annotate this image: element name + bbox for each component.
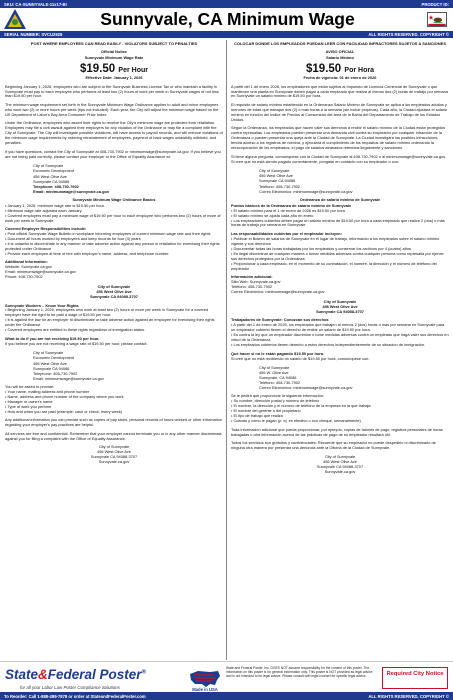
paragraph: The minimum wage requirement set forth in the Sunnyvale Minimum Wage Ordinance applies to adult and minor employees who work two (2) or more hours per week (tips not included). Each year, the City will adjust the minimum wage based on the US Department of Labor's Bay Area Consumer Price Index.: [5, 102, 219, 117]
section-subheading: Puntos básicos de la Ordenanza de salario mínimo de Sunnyvale: [231, 202, 352, 208]
city-line: Sunnyvale CA 94088-3707: [316, 309, 364, 315]
paragraph: Todos los servicios son gratuitos y confidenciales. Recuerde que su empleador no puede despedirlo ni discriminarlo de ninguna otra manera por presentar una denuncia ante la Oficina de la Ciudad de Sunnyvale.: [231, 440, 436, 451]
contact-address: [33, 350, 223, 380]
address-line: Email: minimumwage@sunnyvale.ca.gov: [33, 375, 104, 381]
paragraph: All services are free and confidential. Remember that your employer cannot terminate you or in any other manner discriminate against you for filing a complaint with the Office of Equality Assurance.: [5, 430, 222, 441]
list-item: • Cuándo y cómo le pagan (p. ej. en efectivo o con cheque, semanalmente): [231, 418, 361, 424]
list-item: • El nombre del gerente o del propietario: [231, 408, 301, 414]
list-item: • El tipo de trabajo que realiza: [231, 413, 283, 419]
contact-address: [33, 163, 223, 193]
address-line: Email: minimumwage@sunnyvale.ca.gov: [33, 188, 110, 194]
copyright-label: ALL RIGHTS RESERVED. COPYRIGHT ©: [368, 693, 449, 699]
asked-list: [5, 390, 223, 415]
serial-number: SERIAL NUMBER: SVCU2928: [4, 32, 63, 38]
list-item: • El salario mínimo se ajusta cada año en enero: [231, 212, 314, 218]
paragraph: Si tiene alguna pregunta, comuníquese con la Ciudad de Sunnyvale al 408-730-7902 o al minimumwage@sunnyvale.ca.gov. Si cree que no está siendo pagado correctamente, póngase en contacto con su empleador o con:: [231, 153, 446, 164]
list-item: • Manager or owner's name: [5, 398, 53, 404]
city-line: 456 West Olive Ave: [97, 449, 131, 455]
section-heading: Información adicional:: [231, 274, 273, 280]
spanish-column: [231, 41, 449, 661]
address-line: 456 West Olive Ave: [33, 173, 67, 179]
city-line: Sunnyvale CA 94088-3707: [90, 294, 138, 300]
brand-tagline: for all your Labor Law Poster Compliance Solutions: [20, 685, 120, 690]
city-block: [231, 299, 449, 314]
section-heading: Sunnyvale Workers – Know Your Rights: [5, 302, 79, 308]
section-heading: Qué hacer si no le están pagando $19.50 por hora.: [231, 350, 324, 356]
address-line: Sunnyvale CA 94086: [33, 365, 70, 371]
sku-label: SKU: CA-SUNNYVALE-11x17-BI: [4, 1, 67, 7]
city-line: Sunnyvale.ca.gov: [98, 458, 130, 464]
responsibilities-list: [5, 232, 223, 257]
workers-rights-list: [5, 308, 223, 333]
list-item: • Post official Sunnyvale Wage Bulletin in workplace informing employees of current minimum wage rate and their rights: [5, 231, 211, 237]
list-item: • Su nombre, dirección postal y número de teléfono: [231, 398, 320, 404]
notice-title: Official Notice: [100, 49, 128, 55]
list-item: • Publicar el Boletín de salarios de Sunnyvale en el lugar de trabajo, informando a los empleados sobre el salario mínimo vigente y sus derechos: [231, 235, 440, 246]
notice-title: AVISO OFICIAL: [325, 49, 355, 55]
address-line: 456 W. Olive Ave: [259, 370, 289, 376]
section-heading: Ordenanza de salario mínimo de Sunnyvale: [299, 196, 381, 202]
contact-address: [259, 168, 449, 193]
list-item: • Es contra la ley que un empleador discrimine o tome medidas adversas contra un empleado que haga valer sus derechos en virtud de la Ordenanza: [231, 332, 449, 343]
city-block: [5, 284, 223, 299]
address-line: Teléfono: 408-730-7902: [259, 380, 301, 386]
list-item: • How and when you are paid (example: cash or check, every week): [5, 408, 123, 414]
list-item: • Es ilegal discriminar de cualquier manera o tomar medidas adversas contra cualquier persona como represalia por ejercer sus derechos protegidos por la Ordenanza: [231, 250, 444, 261]
address-line: Correo Electrónico: minimumwage@sunnyvale.ca.gov: [259, 385, 353, 391]
paragraph: Beginning January 1, 2026, employees who are subject to the Sunnyvale Business License Tax or who maintain a facility in Sunnyvale must pay to each employee who performs at least two (2) hours of work per week in Sunnyvale wages of not less than $19.50 per hour.: [5, 83, 219, 99]
address-line: 456 West Olive Ave: [33, 360, 67, 366]
address-line: Telephone: 408-730-7902: [33, 183, 79, 189]
list-item: Sitio Web: Sunnyvale.ca.gov: [231, 279, 281, 285]
city-line: City of Sunnyvale: [323, 299, 357, 305]
list-item: • Los empleadores cubiertos deben pagar un salario mínimo de $19.50 por hora a cada empleado que realice 2 (dos) o más horas de trabajo por semana en Sunnyvale: [231, 217, 445, 228]
city-seal-icon: [3, 8, 27, 30]
asked-label: You will be asked to provide:: [5, 383, 55, 389]
city-line: City of Sunnyvale: [98, 444, 130, 450]
list-item: • Beginning January 1, 2026, employees who work at least two (2) hours or more per week in Sunnyvale for a covered employer have the right to be paid a wage of $19.50 per hour.: [5, 307, 209, 318]
california-flag-icon: [427, 12, 447, 27]
address-line: Telephone: 408-730-7902: [33, 370, 78, 376]
list-item: • Type of work you perform: [5, 403, 52, 409]
brand-logo: State&Federal Poster®: [5, 667, 146, 682]
posting-header: COLOCAR DONDE LOS EMPLEADOS PUEDAN LEER CON FACILIDAD INFRACTORES SUJETOS A SANCIONES: [233, 41, 447, 46]
list-item: • Documentar todas las horas trabajadas por los empleados y conservar los archivos por 4 (cuatro) años: [231, 245, 411, 251]
address-line: Teléfono: 408-730-7902: [259, 183, 301, 189]
list-item: • A partir del 1 de enero de 2026, los empleados que trabajen al menos 2 (dos) horas o más por semana en Sunnyvale para un empleador cubierto tienen el derecho de recibir un salario de $19.50 por hora.: [231, 322, 445, 333]
made-in-usa-label: Made in USA: [192, 687, 218, 692]
wage-amount: $19.50: [80, 62, 116, 75]
paragraph: If you have questions, contact the City of Sunnyvale at 408-730-7902 or minimumwage@sunnyvale.ca.gov. If you believe you are not being paid correctly, please contact your employer or the Office of Equality Assurance at:: [5, 148, 221, 159]
list-item: • El salario mínimo para el 1 de enero de 2026 es $19.50 por hora: [231, 207, 345, 213]
english-column: [5, 41, 223, 661]
column-divider: [226, 40, 227, 660]
responsibilities-list: [231, 237, 449, 272]
additional-info-list: [5, 265, 223, 280]
basics-list: [5, 204, 223, 224]
product-id-label: PRODUCT ID:: [421, 1, 449, 7]
address-line: Sunnyvale, CA 94086: [259, 375, 297, 381]
wage-rate: [5, 63, 223, 76]
contact-address: [259, 365, 449, 390]
address-line: City of Sunnyvale: [259, 168, 290, 174]
address-line: City of Sunnyvale: [259, 365, 290, 371]
required-notice-badge: Required City Notice: [382, 667, 448, 689]
wage-unit: Per Hour: [118, 66, 148, 74]
asked-list: [231, 399, 449, 424]
section-heading: What to do if you are not receiving $19.50 per hour.: [5, 335, 100, 341]
address-line: Sunnyvale CA 94086: [33, 178, 70, 184]
city-line: 456 West Olive Ave: [322, 304, 358, 310]
paragraph: Toda información adicional que pueda proporcionar, por ejemplo, copias de talones de pago, registros personales de horas trabajadas u otra información acerca de las prácticas de pago de su empleador resultará útil.: [231, 426, 443, 437]
city-line: City of Sunnyvale: [324, 453, 356, 459]
address-line: Economic Development: [33, 168, 75, 174]
top-bar: [0, 0, 453, 8]
paragraph: Under the Ordinance, employees who assert their rights to receive the City's minimum wage are protected from retaliation. Employees may file a civil lawsuit against their employers for any violation of the Ordinance or may file a complaint with the City of Sunnyvale. The City will investigate possible violations, will have access to payroll records, and will enforce violations of the minimum wage requirements by ordering reinstatement of employees, payment of back wages unlawfully withheld, and penalties.: [5, 120, 223, 146]
basics-list: [231, 209, 449, 229]
section-heading: Additional Information:: [5, 259, 48, 265]
list-item: • Los empleados cubiertos tienen derecho a estos derechos independientemente de su situación de inmigración.: [231, 342, 426, 348]
wage-unit: Por Hora: [344, 66, 374, 74]
section-heading: Las responsabilidades cubiertas por el empleador incluyen:: [231, 231, 342, 236]
list-item: • Provide each employee at time of hire with employer's name, address, and telephone number.: [5, 250, 170, 256]
section-heading: Sunnyvale Minimum Wage Ordinance Basics: [72, 196, 156, 202]
section-heading: Covered Employer Responsibilities Include:: [5, 226, 87, 232]
list-item: • January 1, 2026, minimum wage rate is $19.50 per hour.: [5, 202, 105, 208]
address-line: City of Sunnyvale: [33, 163, 64, 169]
address-line: Sunnyvale CA 94086: [259, 178, 296, 184]
page-title: Sunnyvale, CA Minimum Wage: [100, 9, 355, 29]
paragraph: Según la Ordenanza, los empleados que hacen valer sus derechos a recibir el salario mínimo de la Ciudad están protegidos contra represalias. Los empleados pueden presentar una demanda civil contra su empleador por cualquier infracción de la Ordenanza o pueden presentar una queja ante la Ciudad de Sunnyvale. La Ciudad investigará las posibles infracciones, tendrá acceso a los registros de nómina, y ejecutará el cumplimiento de los requisitos de salario mínimo ordenando la reincorporación de los empleados, el pago de salarios atrasados retenidos ilegalmente y sanciones.: [231, 125, 446, 151]
reorder-bar: [0, 692, 453, 700]
list-item: Teléfono: 408-730-7902: [231, 284, 273, 290]
address-line: Economic Development: [33, 355, 75, 361]
sub-bar: [0, 31, 453, 38]
list-item: • El nombre, la dirección y el número de teléfono de la empresa en la que trabaja: [231, 403, 371, 409]
city-line: Sunnyvale.ca.gov: [324, 468, 356, 474]
paragraph: Si cree que no está recibiendo un salario de $19.50 por hora, comuníquese con:: [231, 355, 370, 361]
workers-rights-list: [231, 323, 449, 348]
list-item: • Name, address and phone number of the company where you work: [5, 393, 124, 399]
list-item: Phone: 408-730-7902: [5, 274, 43, 280]
asked-label: Se le pedirá que proporcione la siguiente información:: [231, 393, 325, 399]
reorder-text: To Reorder: Call 1-888-489-7878 or order at StateandFederalPoster.com: [4, 693, 146, 699]
list-item: • Covered employers must pay a minimum wage of $19.50 per hour to each employee who performs two (2) hours or more of work per week in Sunnyvale.: [5, 212, 221, 223]
notice-subtitle: Sunnyvale Minimum Wage Rate: [84, 55, 144, 61]
city-line: 456 West Olive Ave: [96, 289, 132, 295]
section-heading: Trabajadores de Sunnyvale: Conozcan sus derechos: [231, 317, 329, 323]
list-item: • Document all hours worked by employees and keep records for four (4) years: [5, 236, 141, 242]
list-item: Email: minimumwage@sunnyvale.ca.gov: [5, 269, 76, 275]
notice-subtitle: Salario Mínimo: [326, 55, 354, 61]
effective-date: Fecha de vigencia: 01 de enero de 2026: [303, 74, 377, 80]
address-line: 456 West Olive Ave: [259, 173, 293, 179]
list-item: • It is unlawful to discriminate in any manner or take adverse action against any person in retaliation for exercising their rights protected under Ordinance: [5, 241, 220, 251]
list-item: • Covered employees are entitled to these rights regardless of immigration status.: [5, 327, 146, 333]
city-line: Sunnyvale CA 94088-3707: [316, 463, 364, 469]
city-block-footer: [231, 455, 449, 475]
copyright-label: ALL RIGHTS RESERVED. COPYRIGHT ©: [368, 32, 449, 38]
city-line: City of Sunnyvale: [97, 284, 131, 290]
list-item: • It is against the law for an employer to discriminate or take adverse action against an employee for exercising their rights under the Ordinance: [5, 317, 215, 328]
paragraph: A partir del 1 de enero 2026, los empleadores que están sujetos al Impuesto de Licencia Comercial de Sunnyvale o que mantienen una planta en Sunnyvale deben pagar a cada empleado que realiza al menos dos (2) horas de trabajo por semana en Sunnyvale un salario mínimo de $19.50 por hora.: [231, 83, 448, 99]
city-line: Sunnyvale CA 94088-3707: [90, 454, 138, 460]
list-item: Correo Electrónico: minimumwage@sunnyvale.ca.gov: [231, 289, 325, 295]
list-item: • Minimum wage rate adjusted each January.: [5, 207, 83, 213]
list-item: • Your name, mailing address and phone number: [5, 388, 90, 394]
footer: [0, 661, 453, 700]
list-item: Website: Sunnyvale.ca.gov: [5, 264, 52, 270]
posting-header: POST WHERE EMPLOYEES CAN READ EASILY - VIOLATORS SUBJECT TO PENALTIES: [30, 41, 198, 46]
wage-amount: $19.50: [306, 62, 342, 75]
paragraph: Any additional information you can provide such as copies of pay stubs, personal records of hours worked or other information regarding your employer's pay practices are helpful.: [5, 417, 222, 428]
additional-info-list: [231, 280, 449, 295]
paragraph: If you believe you are not receiving a wage rate of $19.50 per hour, please contact:: [5, 340, 148, 346]
list-item: • Proporcionar a cada empleado, en el momento de su contratación, el nombre, la dirección y el número de teléfono del empleador: [231, 260, 437, 271]
address-line: City of Sunnyvale: [33, 350, 64, 356]
city-line: 456 West Olive Ave: [323, 458, 357, 464]
address-line: Correo Electrónico: minimumwage@sunnyvale.ca.gov: [259, 188, 353, 194]
legal-disclaimer: State and Federal Poster, Inc. DOES NOT assume responsibility for the content of this poster. The information on this poster is for general information only. This poster is NOT provided as legal advice and is not intended to be legal advice. Please consult with legal counsel for specific legal advice.: [226, 666, 373, 679]
wage-rate: [231, 63, 449, 76]
paragraph: El requisito de salario mínimo establecido en la Ordenanza Salario Mínimo de Sunnyvale se aplica a los empleados adultos y menores de edad que trabajan dos (2) o más horas a la semana (sin incluir propinas). Cada año, la Ciudad ajustará el salario mínimo en función del Índice de Precios al Consumidor del área de la Bahía del Departamento de Trabajo de los Estados Unidos.: [231, 102, 448, 122]
city-block-footer: [5, 445, 223, 465]
effective-date: Effective Date: January 1, 2026: [85, 74, 143, 80]
